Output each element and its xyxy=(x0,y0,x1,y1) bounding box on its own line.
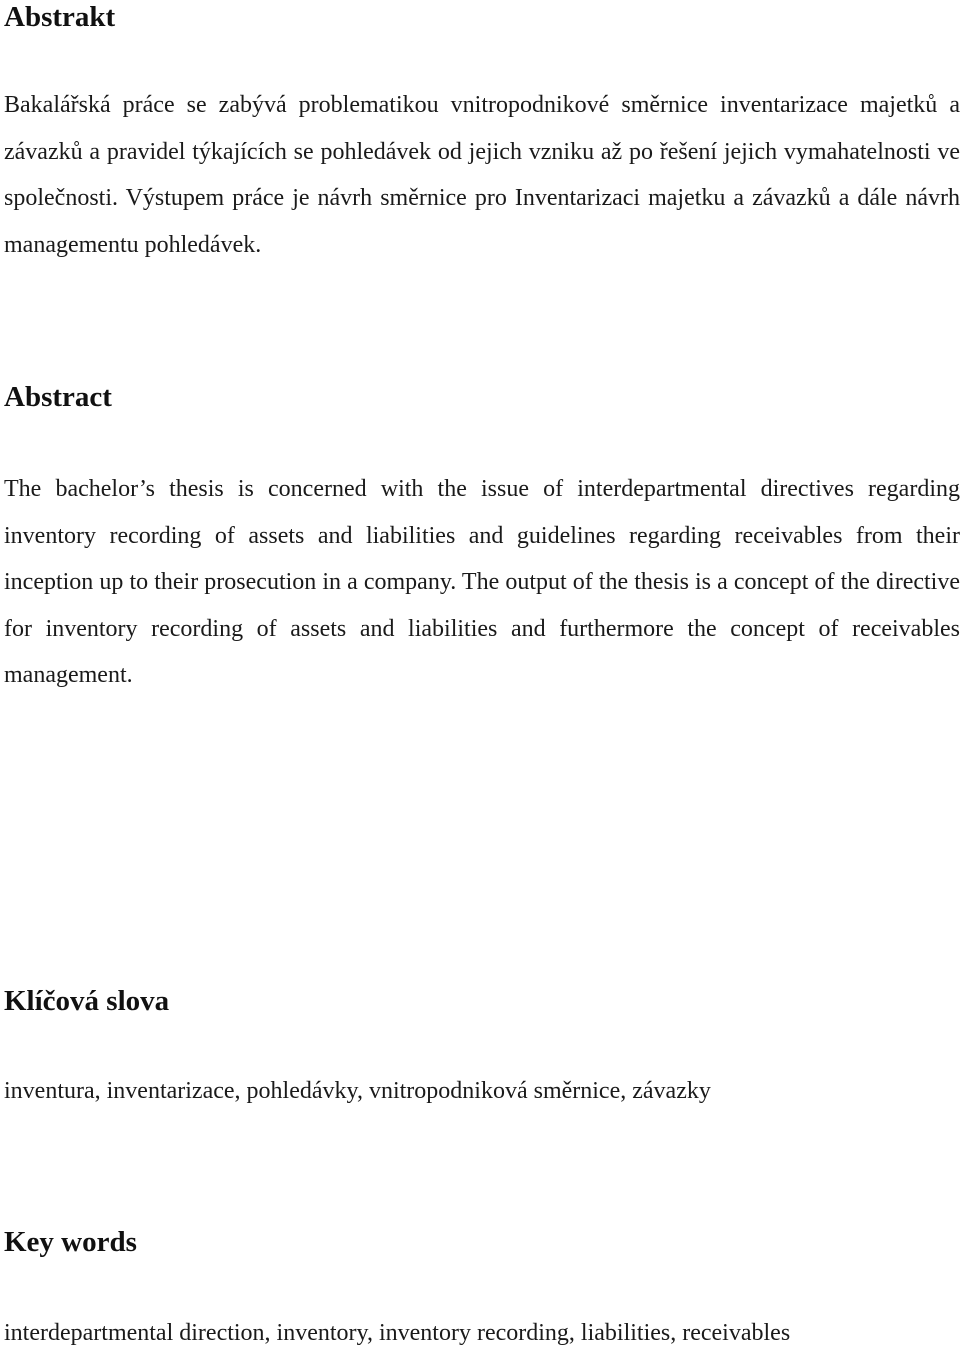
heading-abstrakt: Abstrakt xyxy=(4,1,116,33)
heading-key-words: Key words xyxy=(4,1226,137,1258)
heading-abstract: Abstract xyxy=(4,381,112,413)
abstract-text: The bachelor’s thesis is concerned with the issue of interdepartmental directives regarding inventory recording of assets and liabilities and guidelines regarding receivables from their inception up to their prosecution in a company. The output of the thesis is a concept of the directive for inventory recording of assets and liabilities and furthermore the concept of receivables management. xyxy=(4,476,960,688)
key-words-text: interdepartmental direction, inventory, inventory recording, liabilities, receivables xyxy=(4,1320,791,1346)
klicova-slova-text: inventura, inventarizace, pohledávky, vnitropodniková směrnice, závazky xyxy=(4,1078,711,1104)
abstrakt-text: Bakalářská práce se zabývá problematikou vnitropodnikové směrnice inventarizace majetků a závazků a pravidel týkajících se pohledávek od jejich vzniku až po řešení jejich vymahatelnosti ve společnosti. Výstupem práce je návrh směrnice pro Inventarizaci majetku a závazků a dále návrh managementu pohledávek. xyxy=(4,92,960,258)
heading-klicova-slova: Klíčová slova xyxy=(4,985,170,1017)
